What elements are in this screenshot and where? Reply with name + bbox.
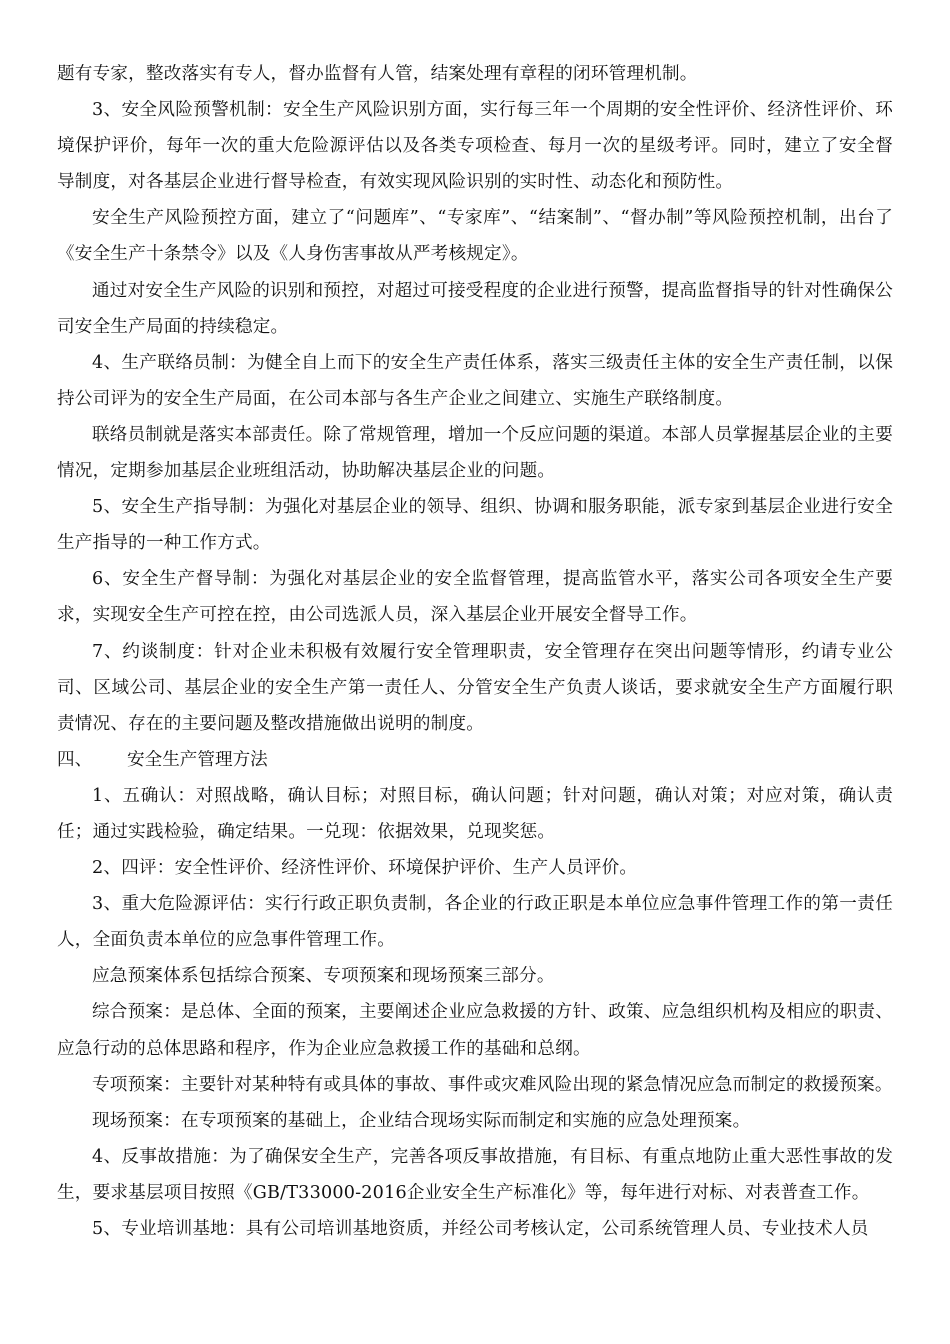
section-heading [57, 742, 893, 778]
paragraph: 题有专家，整改落实有专人，督办监督有人管，结案处理有章程的闭环管理机制。 [57, 64, 698, 84]
paragraph: 现场预案：在专项预案的基础上，企业结合现场实际而制定和实施的应急处理预案。 [92, 1110, 751, 1131]
paragraph: 通过对安全生产风险的识别和预控，对超过可接受程度的企业进行预警，提高监督指导的针对性确保公司安全生产局面的持续稳定。 [57, 280, 893, 337]
paragraph: 3、重大危险源评估：实行行政正职负责制，各企业的行政正职是本单位应急事件管理工作的第一责任人，全面负责本单位的应急事件管理工作。 [57, 894, 893, 951]
paragraph: 7、约谈制度：针对企业未积极有效履行安全管理职责，安全管理存在突出问题等情形，约请专业公司、区域公司、基层企业的安全生产第一责任人、分管安全生产负责人谈话，要求就安全生产方面履行职责情况、存在的主要问题及整改措施做出说明的制度。 [57, 641, 893, 734]
paragraph: 应急预案体系包括综合预案、专项预案和现场预案三部分。 [92, 966, 555, 987]
document-page [57, 56, 893, 1247]
section-title: 安全生产管理方法 [127, 749, 268, 770]
paragraph: 1、五确认：对照战略，确认目标；对照目标，确认问题；针对问题，确认对策；对应对策，确认责任；通过实践检验，确定结果。一兑现：依据效果，兑现奖惩。 [57, 785, 893, 842]
paragraph: 2、四评：安全性评价、经济性评价、环境保护评价、生产人员评价。 [92, 858, 638, 879]
paragraph: 3、安全风险预警机制：安全生产风险识别方面，实行每三年一个周期的安全性评价、经济性评价、环境保护评价，每年一次的重大危险源评估以及各类专项检查、每月一次的星级考评。同时，建立了安全督导制度，对各基层企业进行督导检查，有效实现风险识别的实时性、动态化和预防性。 [57, 100, 893, 193]
paragraph: 6、安全生产督导制：为强化对基层企业的安全监督管理，提高监管水平，落实公司各项安全生产要求，实现安全生产可控在控，由公司选派人员，深入基层企业开展安全督导工作。 [57, 569, 893, 626]
section-number: 四、 [57, 749, 93, 770]
paragraph: 5、安全生产指导制：为强化对基层企业的领导、组织、协调和服务职能，派专家到基层企业进行安全生产指导的一种工作方式。 [57, 497, 893, 554]
paragraph: 联络员制就是落实本部责任。除了常规管理，增加一个反应问题的渠道。本部人员掌握基层企业的主要情况，定期参加基层企业班组活动，协助解决基层企业的问题。 [57, 424, 893, 482]
paragraph: 安全生产风险预控方面，建立了“问题库”、“专家库”、“结案制”、“督办制”等风险预控机制，出台了《安全生产十条禁令》以及《人身伤害事故从严考核规定》。 [57, 208, 893, 265]
paragraph: 4、反事故措施：为了确保安全生产，完善各项反事故措施，有目标、有重点地防止重大恶性事故的发生，要求基层项目按照《GB/T33000-2016企业安全生产标准化》等，每年进行对标、对表普查工作。 [57, 1146, 893, 1203]
paragraph: 专项预案：主要针对某种特有或具体的事故、事件或灾难风险出现的紧急情况应急而制定的救援预案。 [92, 1074, 893, 1095]
paragraph: 5、专业培训基地：具有公司培训基地资质，并经公司考核认定，公司系统管理人员、专业技术人员 [92, 1219, 869, 1239]
paragraph: 综合预案：是总体、全面的预案，主要阐述企业应急救援的方针、政策、应急组织机构及相应的职责、应急行动的总体思路和程序，作为企业应急救援工作的基础和总纲。 [57, 1002, 893, 1059]
paragraph: 4、生产联络员制：为健全自上而下的安全生产责任体系，落实三级责任主体的安全生产责任制，以保持公司评为的安全生产局面，在公司本部与各生产企业之间建立、实施生产联络制度。 [57, 352, 893, 409]
